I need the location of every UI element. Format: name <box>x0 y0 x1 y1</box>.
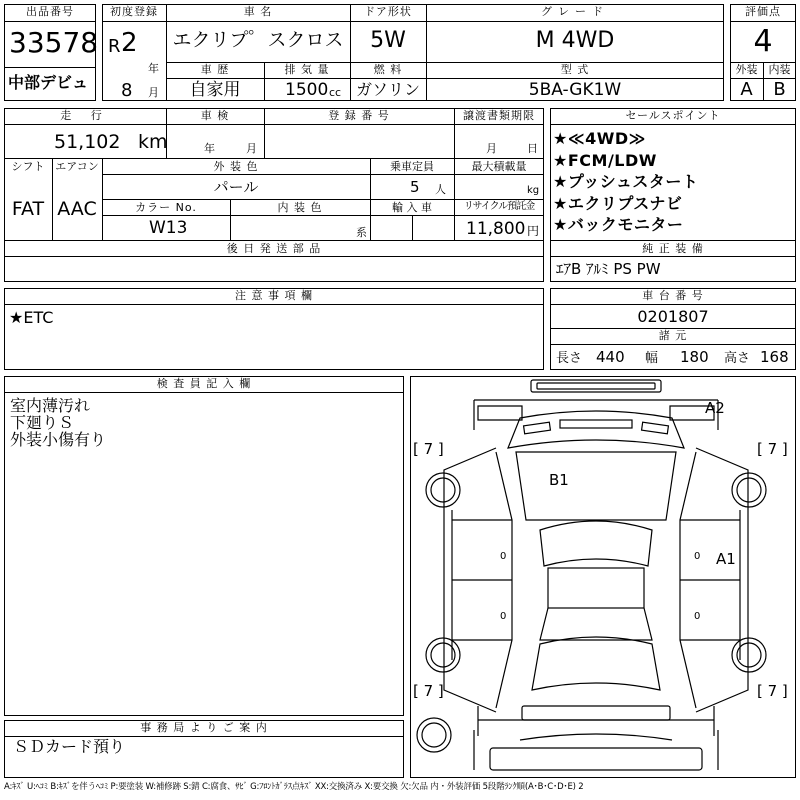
chassis-label: 車 台 番 号 <box>642 289 704 302</box>
transfer-day-unit: 日 <box>527 142 538 155</box>
damage-mark-b1: B1 <box>549 471 569 489</box>
first-reg-label: 初度登録 <box>110 5 158 18</box>
damage-mark-a2: A2 <box>705 399 725 417</box>
mileage-label: 走 行 <box>60 109 110 122</box>
grade-label: グレード <box>541 5 609 18</box>
inspection-month-unit: 月 <box>246 142 257 155</box>
sales-point: ★エクリプスナビ <box>553 193 683 213</box>
transfer-label: 譲渡書類期限 <box>463 109 535 122</box>
legend: A:ｷｽﾞ U:ﾍｺﾐ B:ｷｽﾞを伴うﾍｺﾐ P:要塗装 W:補修跡 S:錆 C:腐食、ｻﾋﾞ G:ﾌﾛﾝﾄｶﾞﾗｽ点ｷｽﾞ XX:交換済み X:要交換 欠:欠品 内・外装評価 5段階ﾗﾝｸ順(A･B･C･D･E) 2 <box>4 782 584 792</box>
height: 168 <box>760 348 789 366</box>
shift-label: シフト <box>11 160 45 173</box>
height-label: 高さ <box>724 351 751 366</box>
length-label: 長さ <box>556 351 583 366</box>
shift: FAT <box>11 198 45 220</box>
score-label: 評価点 <box>745 5 781 18</box>
color-no: W13 <box>149 218 188 238</box>
ac-label: エアコン <box>55 160 99 173</box>
tire-label: [ 7 ] <box>757 682 788 700</box>
inspector-line: 下廻りＳ <box>10 413 75 432</box>
sales-point: ★FCM/LDW <box>553 150 657 170</box>
inspection-year-unit: 年 <box>204 142 215 155</box>
score: 4 <box>753 24 773 59</box>
inspector-line: 室内薄汚れ <box>10 396 91 415</box>
color-no-label: カラー No. <box>135 201 197 214</box>
registration-label: 登 録 番 号 <box>328 109 390 122</box>
inspector-line: 外装小傷有り <box>10 430 107 449</box>
int-color-unit: 系 <box>356 226 367 239</box>
displacement-label: 排 気 量 <box>284 63 330 76</box>
spec-label: 諸 元 <box>658 329 688 342</box>
damage-mark-a1: A1 <box>716 550 736 568</box>
import-label: 輸 入 車 <box>392 201 432 214</box>
car-name-label: 車 名 <box>243 5 273 18</box>
mileage-unit: km <box>138 131 168 153</box>
ext-color-label: 外 装 色 <box>213 160 259 173</box>
ac: AAC <box>57 198 97 220</box>
capacity-label: 乗車定員 <box>390 160 434 173</box>
transfer-month-unit: 月 <box>486 142 497 155</box>
zero-mark: 0 <box>694 551 701 562</box>
capacity-unit: 人 <box>435 183 446 196</box>
sales-point: ★バックモニター <box>553 215 684 234</box>
fuel: ガソリン <box>355 80 420 99</box>
year-unit: 年 <box>148 62 159 75</box>
lot-number: 33578 <box>9 26 99 59</box>
inspection-label: 車 検 <box>200 109 230 122</box>
equipment-label: 純 正 装 備 <box>642 242 704 255</box>
interior-label: 内装 <box>768 63 791 76</box>
exterior-label: 外装 <box>735 63 758 76</box>
width-label: 幅 <box>645 351 659 366</box>
int-color-label: 内 装 色 <box>277 201 323 214</box>
interior-grade: B <box>773 79 786 100</box>
model-code: 5BA-GK1W <box>528 80 622 100</box>
history-label: 車 歴 <box>200 63 230 76</box>
exterior-grade: A <box>740 79 753 100</box>
zero-mark: 0 <box>694 611 701 622</box>
office-note: ＳＤカード預り <box>13 737 126 756</box>
era-label: R <box>108 36 121 57</box>
chassis-number: 0201807 <box>637 307 709 326</box>
displacement: 1500 <box>285 80 329 100</box>
inspector-title: 検 査 員 記 入 欄 <box>156 377 252 390</box>
tire-label: [ 7 ] <box>413 682 444 700</box>
car-history: 自家用 <box>189 80 241 100</box>
mileage: 51,102 <box>54 131 121 153</box>
displacement-unit: cc <box>329 86 342 99</box>
notes-value: ★ETC <box>9 308 54 327</box>
load-unit: kg <box>527 185 540 196</box>
capacity: 5 <box>410 178 420 196</box>
ext-color: パール <box>213 178 259 196</box>
sales-point: ★プッシュスタート <box>553 172 699 191</box>
equipment-value: ｴｱB ｱﾙﾐ PS PW <box>556 260 661 278</box>
sales-point: ★≪4WD≫ <box>553 129 646 148</box>
fuel-label: 燃 料 <box>373 63 403 76</box>
recycle: 11,800 <box>466 219 526 239</box>
length: 440 <box>596 348 625 366</box>
zero-mark: 0 <box>500 611 507 622</box>
notes-title: 注 意 事 項 欄 <box>235 289 313 302</box>
load-label: 最大積載量 <box>471 160 527 173</box>
debut-label: 中部デビュ <box>8 73 89 92</box>
month-unit: 月 <box>148 86 159 99</box>
grade: M 4WD <box>535 28 615 53</box>
door-label: ドア形状 <box>364 5 412 18</box>
model-label: 型 式 <box>560 63 590 76</box>
door-type: 5W <box>370 28 406 53</box>
car-name: エクリプ゜スクロス <box>172 29 344 51</box>
recycle-unit: 円 <box>527 224 540 238</box>
tire-label: [ 7 ] <box>757 440 788 458</box>
sales-title: セールスポイント <box>625 109 721 122</box>
tire-label: [ 7 ] <box>413 440 444 458</box>
zero-mark: 0 <box>500 551 507 562</box>
width: 180 <box>680 348 709 366</box>
first-reg-year: 2 <box>121 28 138 58</box>
first-reg-month: 8 <box>121 80 133 101</box>
lot-number-label: 出品番号 <box>26 5 74 18</box>
later-parts-label: 後 日 発 送 部 品 <box>226 242 322 255</box>
recycle-label: リサイクル預託金 <box>463 201 535 212</box>
office-title: 事 務 局 よ り ご 案 内 <box>140 721 268 734</box>
